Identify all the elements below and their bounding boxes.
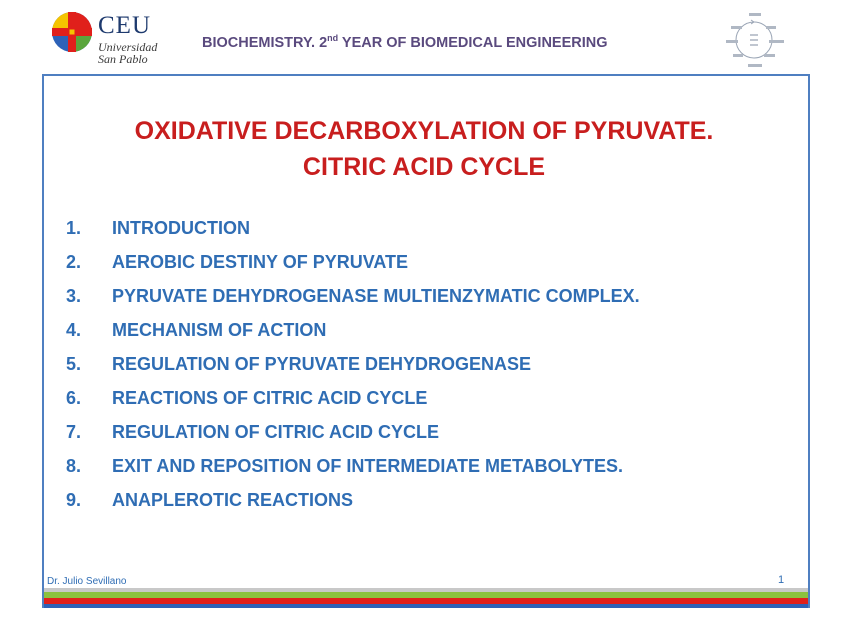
- toc-item: [66, 218, 640, 252]
- toc-item: [66, 490, 640, 524]
- toc-item-number: 5.: [66, 354, 82, 374]
- course-title: [202, 33, 608, 51]
- logo-ceu-text: CEU: [98, 12, 151, 39]
- toc-item: [66, 456, 640, 490]
- toc-item-label: REGULATION OF PYRUVATE DEHYDROGENASE: [112, 354, 532, 374]
- toc-item: [66, 286, 640, 320]
- toc-item-number: 1.: [66, 218, 82, 238]
- toc-item-label: INTRODUCTION: [112, 218, 250, 238]
- toc-item-number: 6.: [66, 388, 82, 408]
- toc-item: [66, 354, 640, 388]
- toc-item-label: AEROBIC DESTINY OF PYRUVATE: [112, 252, 409, 272]
- course-title-post: YEAR OF BIOMEDICAL ENGINEERING: [338, 34, 608, 51]
- logo-university-text: [98, 41, 157, 65]
- slide-title: [0, 113, 848, 185]
- toc-item-label: REACTIONS OF CITRIC ACID CYCLE: [112, 388, 428, 408]
- page-number: 1: [778, 574, 785, 586]
- toc-item: [66, 252, 640, 286]
- slide-title-line2: CITRIC ACID CYCLE: [302, 153, 546, 181]
- toc-item: [66, 388, 640, 422]
- course-title-pre: BIOCHEMISTRY. 2: [202, 34, 328, 51]
- toc-item-number: 8.: [66, 456, 82, 476]
- footer-stripe-blue: [44, 604, 808, 608]
- ceu-logo: [50, 10, 170, 68]
- table-of-contents: [66, 218, 640, 524]
- toc-item-number: 3.: [66, 286, 82, 306]
- toc-item-label: ANAPLEROTIC REACTIONS: [112, 490, 354, 510]
- toc-item-number: 7.: [66, 422, 82, 442]
- slide-title-line1: OXIDATIVE DECARBOXYLATION OF PYRUVATE.: [134, 117, 714, 145]
- toc-item: [66, 422, 640, 456]
- toc-item-label: EXIT AND REPOSITION OF INTERMEDIATE METABOLYTES.: [112, 456, 624, 476]
- toc-item-label: REGULATION OF CITRIC ACID CYCLE: [112, 422, 439, 442]
- toc-item-number: 2.: [66, 252, 82, 272]
- ceu-cross-icon: [50, 10, 94, 54]
- course-title-sup: nd: [327, 33, 339, 43]
- logo-san-pablo: San Pablo: [98, 52, 148, 66]
- toc-item-number: 4.: [66, 320, 82, 340]
- toc-item-number: 9.: [66, 490, 82, 510]
- citric-acid-cycle-icon: [722, 10, 786, 70]
- toc-item-label: MECHANISM OF ACTION: [112, 320, 327, 340]
- toc-item: [66, 320, 640, 354]
- author-name: Dr. Julio Sevillano: [47, 576, 127, 587]
- toc-item-label: PYRUVATE DEHYDROGENASE MULTIENZYMATIC COMPLEX.: [112, 286, 640, 306]
- logo-universidad: Universidad: [98, 40, 158, 54]
